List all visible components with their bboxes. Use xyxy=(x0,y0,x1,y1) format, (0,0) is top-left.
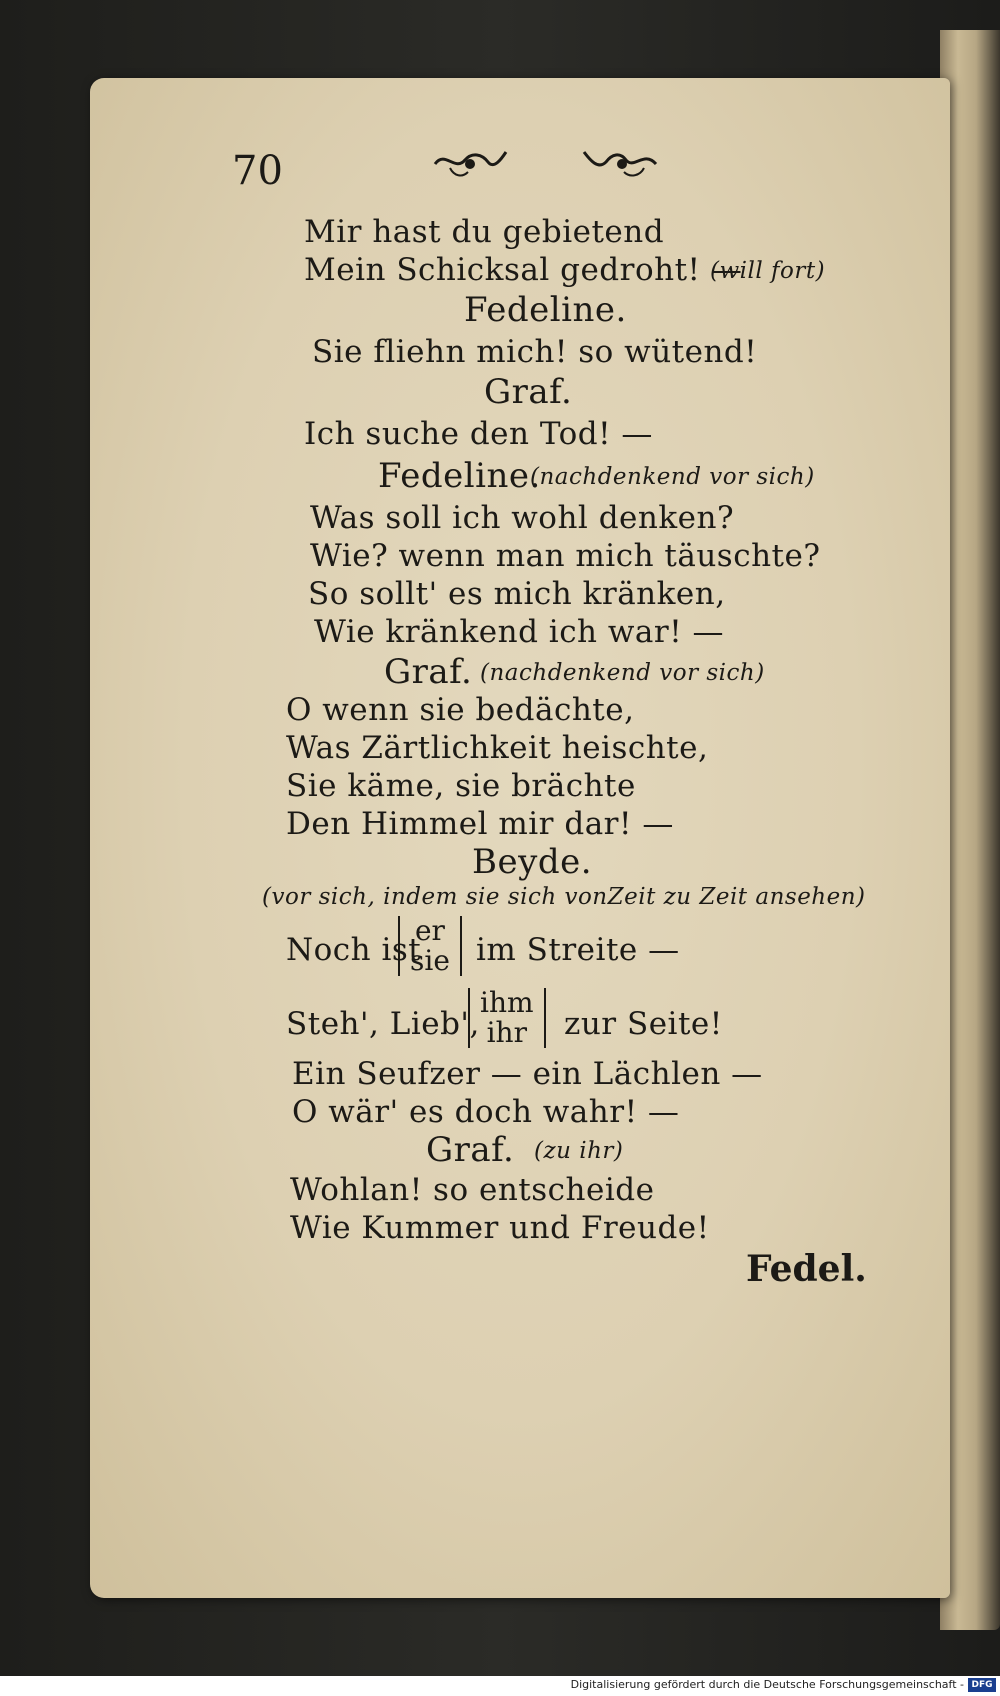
stage-direction: (will fort) xyxy=(710,258,826,284)
verse-line: Steh', Lieb', xyxy=(286,1006,480,1042)
verse-line: Ich suche den Tod! — xyxy=(304,416,653,452)
bracket-option: er xyxy=(414,914,445,947)
verse-line: Was soll ich wohl denken? xyxy=(310,500,735,536)
stage-direction: (zu ihr) xyxy=(534,1138,624,1164)
verse-line: Sie fliehn mich! so wütend! xyxy=(312,334,758,370)
speaker-name: Fedeline. xyxy=(464,290,627,330)
footer-bar xyxy=(0,1676,1000,1696)
verse-line: zur Seite! xyxy=(564,1006,723,1042)
speaker-name: Graf. xyxy=(426,1130,515,1170)
verse-line: im Streite — xyxy=(476,932,680,968)
alternative-bracket xyxy=(398,916,462,976)
verse-line: Wie kränkend ich war! — xyxy=(314,614,725,650)
funding-credit: Digitalisierung gefördert durch die Deutsche Forschungsgemeinschaft - xyxy=(570,1678,964,1691)
verse-line: So sollt' es mich kränken, xyxy=(308,576,726,612)
bracket-option: ihr xyxy=(486,1016,527,1049)
verse-line: Den Himmel mir dar! — xyxy=(286,806,674,842)
stage-direction: (nachdenkend vor sich) xyxy=(530,464,815,490)
verse-line: Wie? wenn man mich täuschte? xyxy=(310,538,821,574)
speaker-name: Fedeline. xyxy=(378,456,541,496)
floral-ornament-icon xyxy=(430,142,510,182)
stage-direction: (vor sich, indem sie sich vonZeit zu Zeit ansehen) xyxy=(262,884,866,910)
verse-line: O wär' es doch wahr! — xyxy=(292,1094,680,1130)
catchword: Fedel. xyxy=(746,1248,867,1290)
verse-line: Wohlan! so entscheide xyxy=(290,1172,655,1208)
alternative-bracket xyxy=(468,988,546,1048)
bracket-option: sie xyxy=(410,944,450,977)
floral-ornament-icon xyxy=(580,142,660,182)
verse-line: Was Zärtlichkeit heischte, xyxy=(286,730,709,766)
speaker-name: Graf. xyxy=(384,652,473,692)
verse-line: Noch ist xyxy=(286,932,422,968)
page-number: 70 xyxy=(232,148,283,194)
verse-line: Mir hast du gebietend xyxy=(304,214,665,250)
stage-direction: (nachdenkend vor sich) xyxy=(480,660,765,686)
verse-line: Wie Kummer und Freude! xyxy=(290,1210,710,1246)
verse-line: O wenn sie bedächte, xyxy=(286,692,635,728)
speaker-name: Beyde. xyxy=(472,842,593,882)
verse-line: Mein Schicksal gedroht! — xyxy=(304,252,743,288)
speaker-name: Graf. xyxy=(484,372,573,412)
book-page xyxy=(90,78,950,1598)
bracket-option: ihm xyxy=(480,986,534,1019)
verse-line: Ein Seufzer — ein Lächlen — xyxy=(292,1056,763,1092)
verse-line: Sie käme, sie brächte xyxy=(286,768,636,804)
dfg-logo-icon: DFG xyxy=(968,1678,996,1692)
